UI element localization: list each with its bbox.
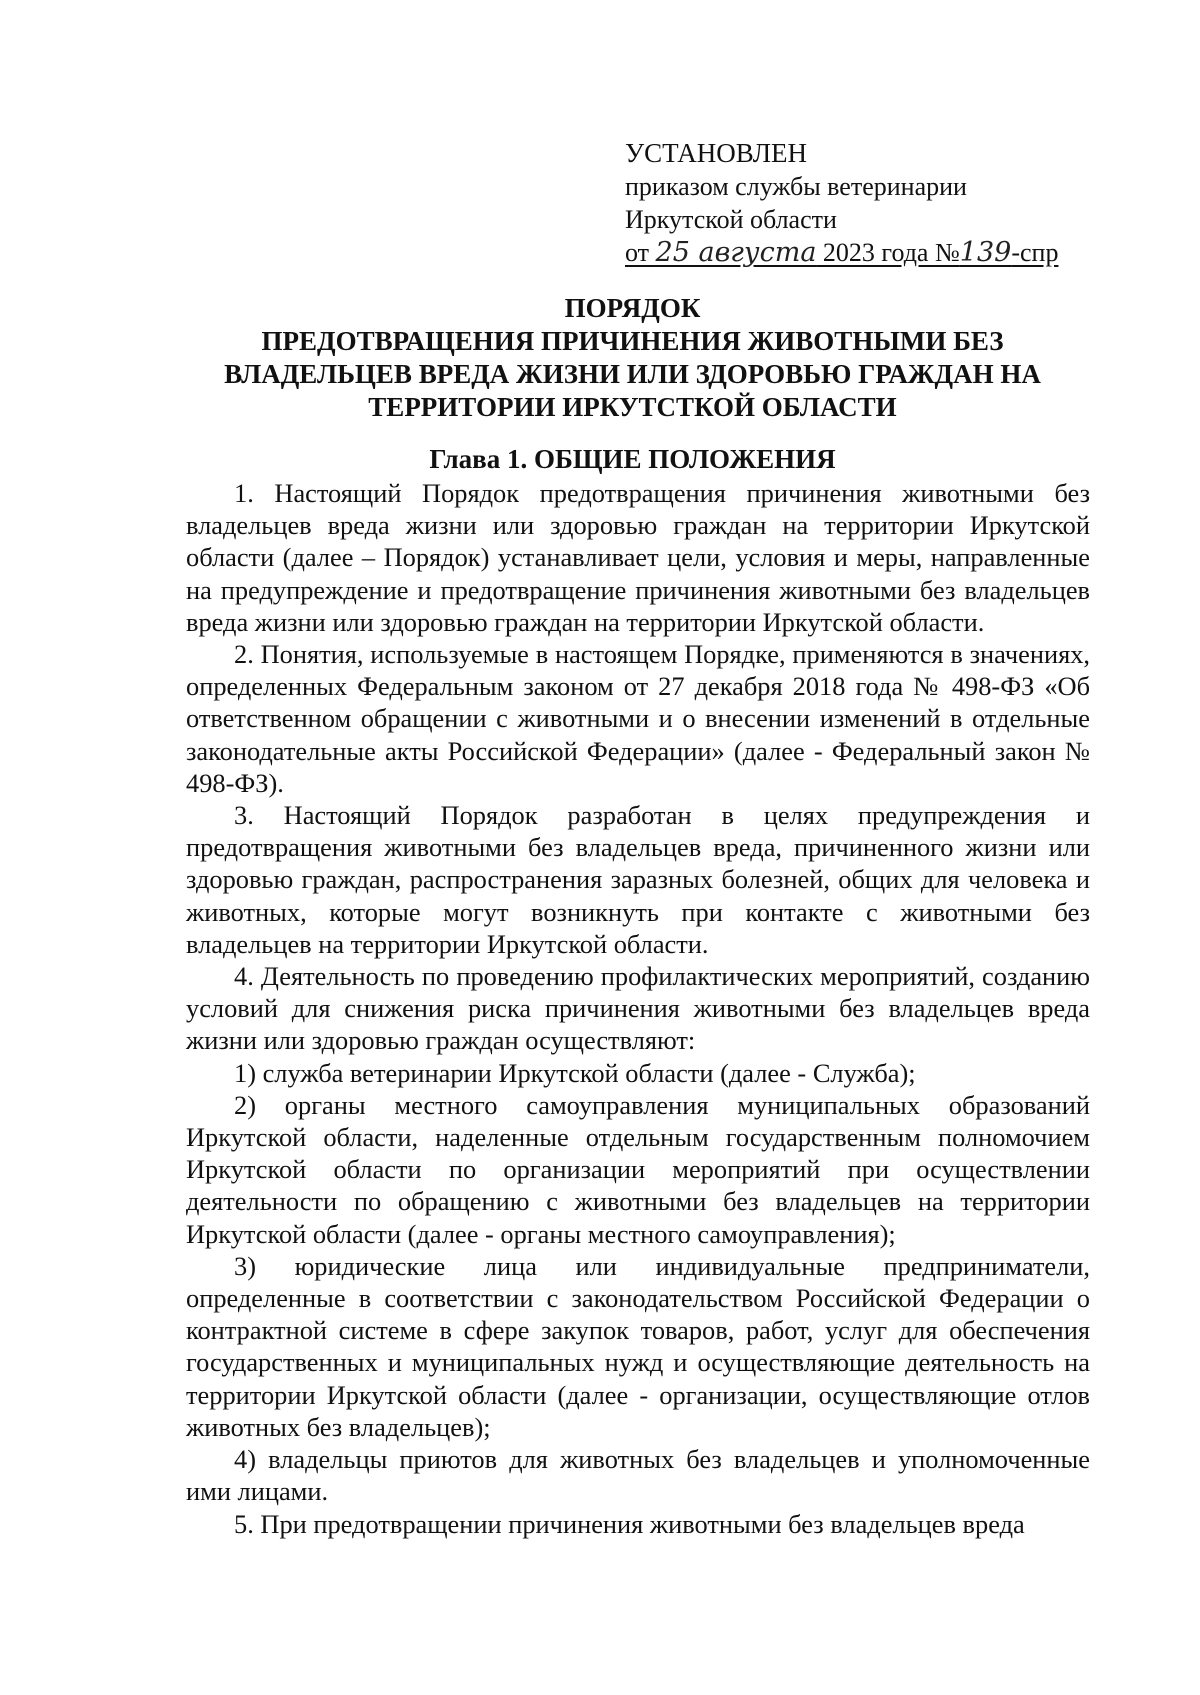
- paragraph-1: 1. Настоящий Порядок предотвращения причинения животными без владельцев вреда жизни или здоровью граждан на территории Иркутской области (далее – Порядок) устанавливает цели, условия и меры, направленные на предупреждение и предотвращение причинения животными без владельцев вреда жизни или здоровью граждан на территории Иркутской области.: [186, 478, 1090, 637]
- title-line-3: ВЛАДЕЛЬЦЕВ ВРЕДА ЖИЗНИ ИЛИ ЗДОРОВЬЮ ГРАЖДАН НА: [224, 359, 1041, 389]
- list-item-1: 1) служба ветеринарии Иркутской области (далее - Служба);: [234, 1057, 916, 1088]
- list-item-4: 4) владельцы приютов для животных без владельцев и уполномоченные ими лицами.: [186, 1444, 1090, 1507]
- paragraph-5: 5. При предотвращении причинения животными без владельцев вреда: [234, 1508, 1025, 1539]
- document-body: [186, 477, 1090, 1540]
- approval-line-2: Иркутской области: [625, 205, 837, 234]
- title-line-4: ТЕРРИТОРИИ ИРКУТСТКОЙ ОБЛАСТИ: [368, 392, 897, 422]
- approval-stamp-block: [625, 137, 1095, 269]
- list-item-3: 3) юридические лица или индивидуальные предприниматели, определенные в соответствии с законодательством Российской Федерации о контрактной системе в сфере закупок товаров, работ, услуг для обеспечения государственных и муниципальных нужд и осуществляющие деятельность на территории Иркутской области (далее - организации, осуществляющие отлов животных без владельцев);: [186, 1250, 1090, 1442]
- handwritten-date: 25 августа: [655, 237, 817, 268]
- title-line-2: ПРЕДОТВРАЩЕНИЯ ПРИЧИНЕНИЯ ЖИВОТНЫМИ БЕЗ: [261, 326, 1004, 356]
- approval-date-line: [625, 236, 1095, 269]
- paragraph-4: 4. Деятельность по проведению профилактических мероприятий, созданию условий для снижения риска причинения животными без владельцев вреда жизни или здоровью граждан осуществляют:: [186, 961, 1090, 1056]
- paragraph-2: 2. Понятия, используемые в настоящем Порядке, применяются в значениях, определенных Федеральным законом от 27 декабря 2018 года № 498-ФЗ «Об ответственном обращении с животными и о внесении изменений в отдельные законодательные акты Российской Федерации» (далее - Федеральный закон № 498-ФЗ).: [186, 639, 1090, 798]
- handwritten-number: 139: [959, 237, 1012, 268]
- date-year: 2023 года: [816, 238, 935, 267]
- list-item-2: 2) органы местного самоуправления муниципальных образований Иркутской области, наделенные отдельным государственным полномочием Иркутской области по организации мероприятий при осуществлении деятельности по обращению с животными без владельцев на территории Иркутской области (далее - органы местного самоуправления);: [186, 1089, 1090, 1249]
- date-prefix: от: [625, 238, 656, 267]
- approval-line-1: приказом службы ветеринарии: [625, 172, 967, 201]
- approval-stamp: УСТАНОВЛЕН: [625, 138, 808, 168]
- number-suffix: -спр: [1011, 238, 1059, 267]
- number-prefix: №: [934, 238, 960, 267]
- paragraph-3: 3. Настоящий Порядок разработан в целях предупреждения и предотвращения животными без владельцев вреда, причиненного жизни или здоровью граждан, распространения заразных болезней, общих для человека и животных, которые могут возникнуть при контакте с животными без владельцев на территории Иркутской области.: [186, 800, 1090, 959]
- chapter-heading: Глава 1. ОБЩИЕ ПОЛОЖЕНИЯ: [429, 444, 836, 474]
- document-title: [180, 292, 1085, 424]
- title-line-1: ПОРЯДОК: [564, 293, 701, 323]
